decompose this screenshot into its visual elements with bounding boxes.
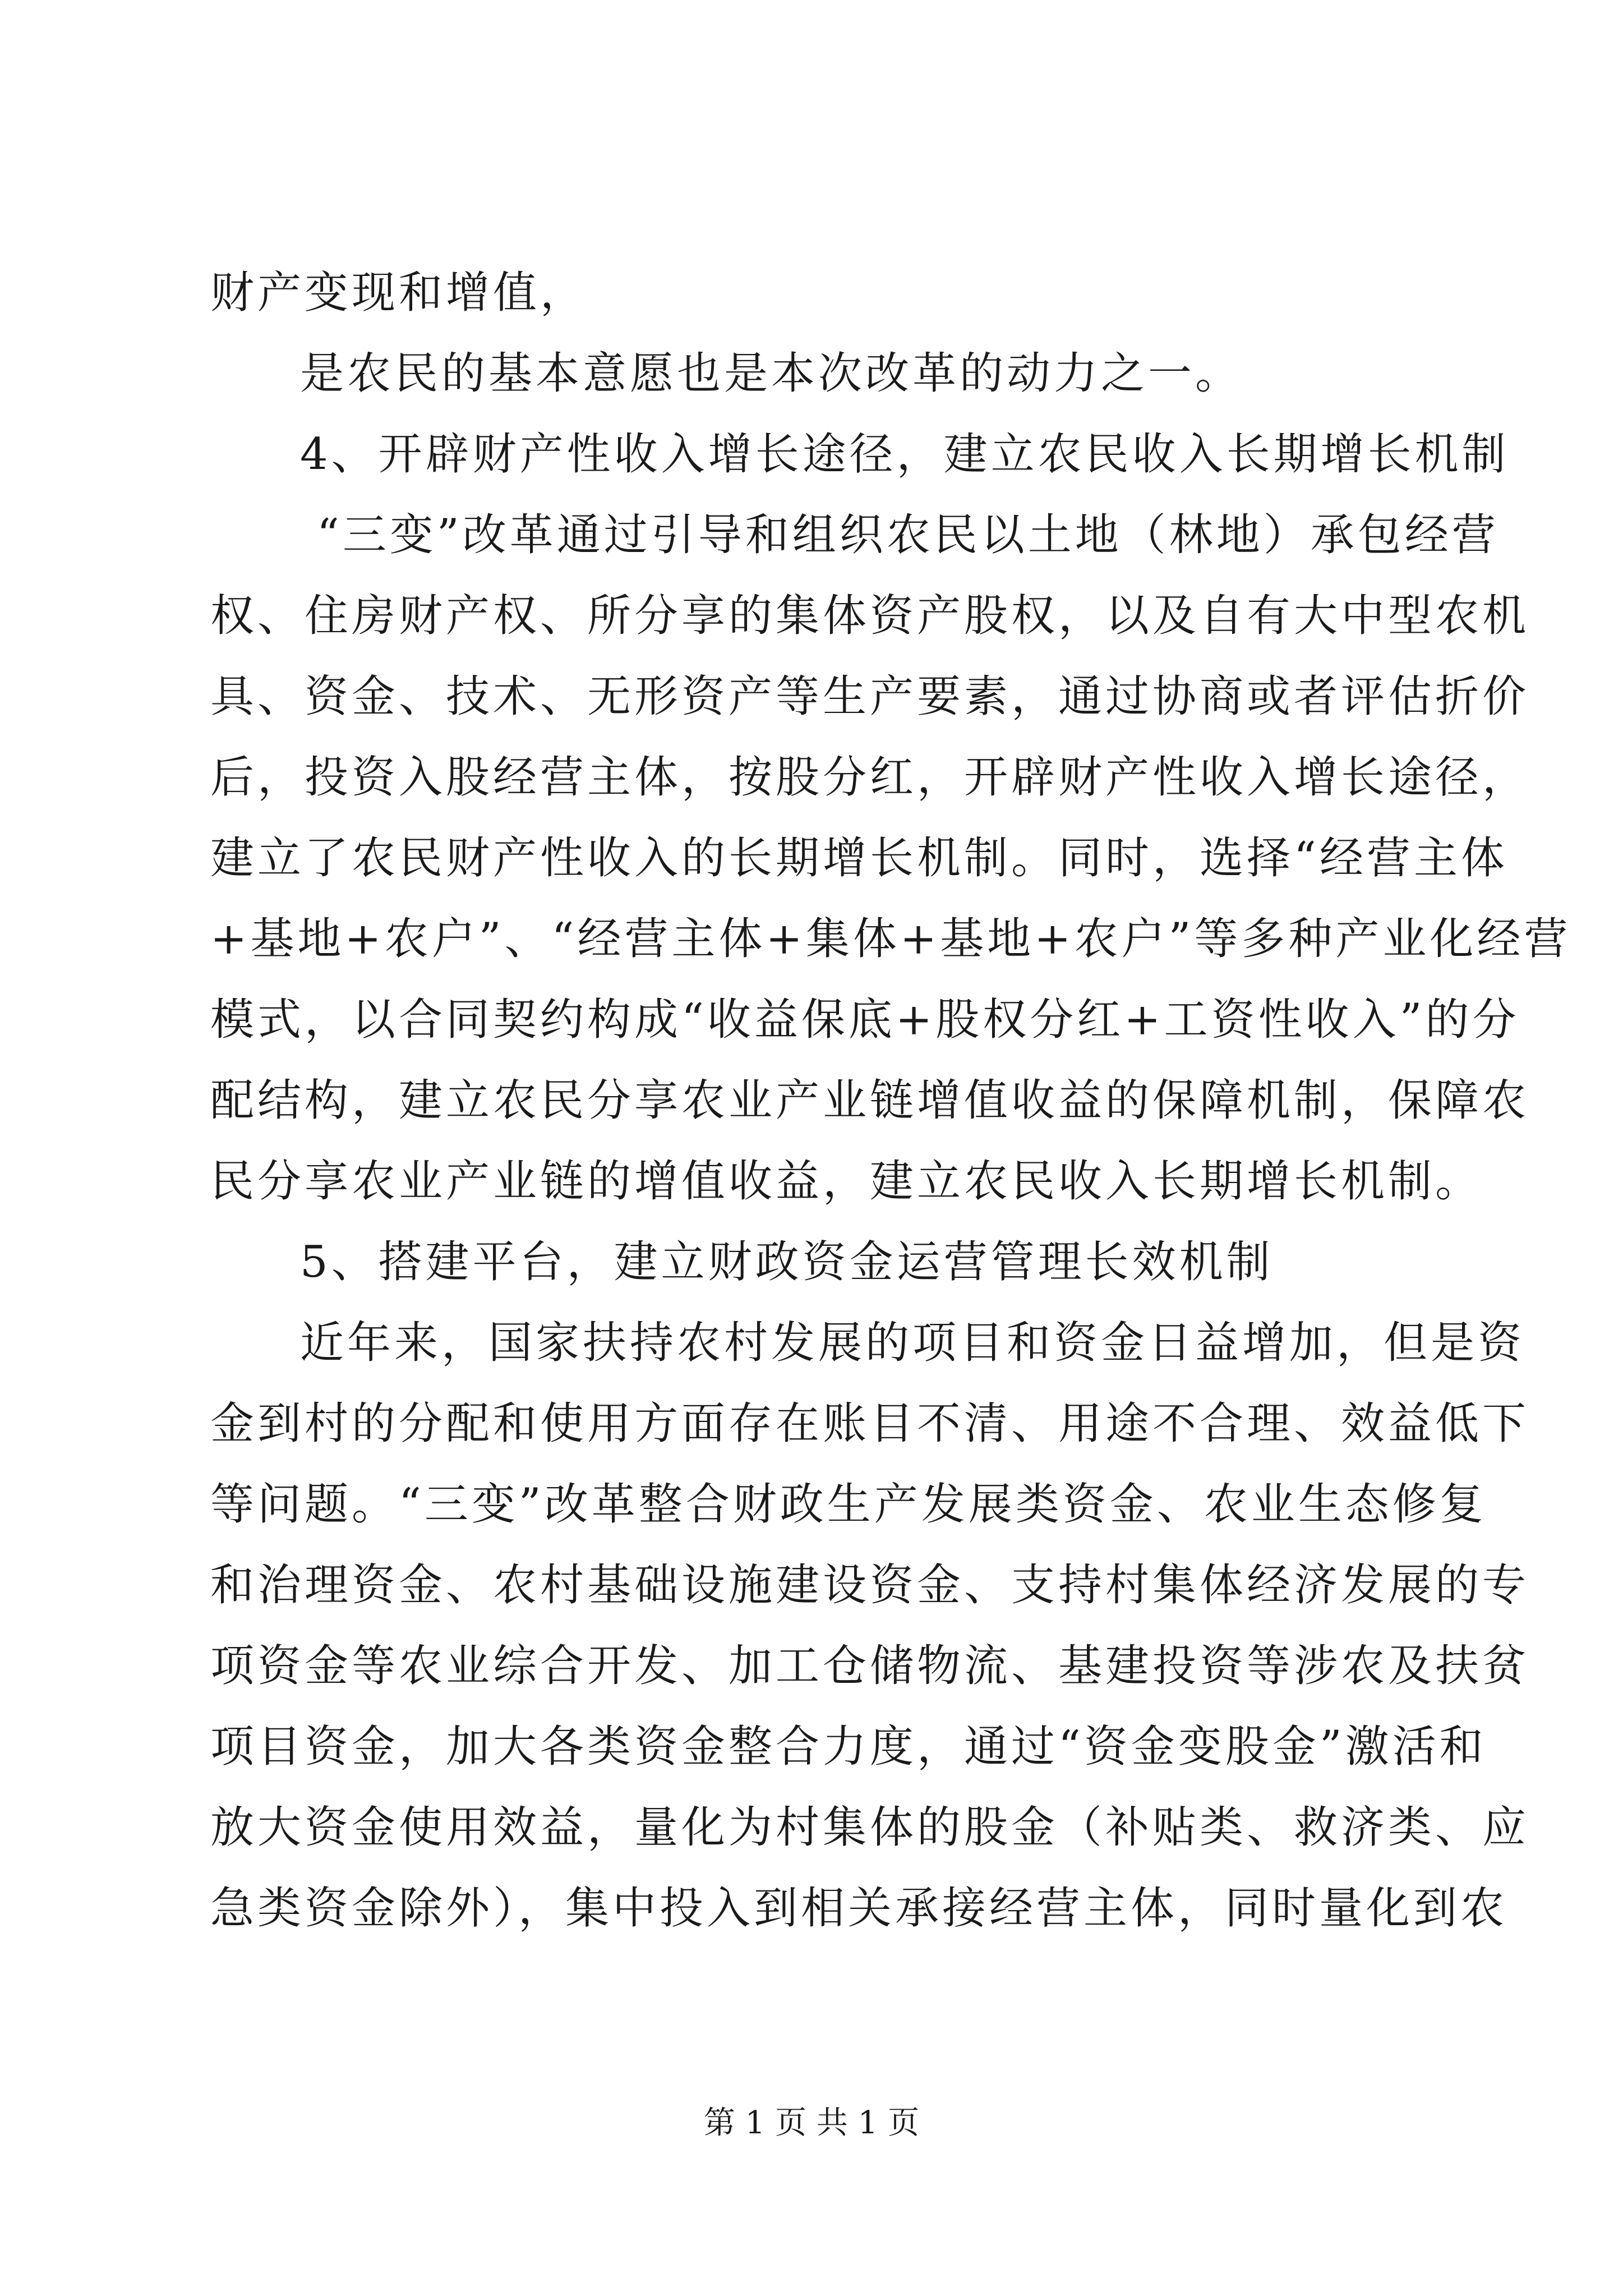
page-number-footer: 第 1 页 共 1 页 [703,2105,920,2141]
text-line: 民分享农业产业链的增值收益，建立农民收入长期增长机制。 [210,1156,1483,1207]
text-line: “三变”改革通过引导和组织农民以土地（林地）承包经营 [317,510,1499,560]
text-line: 具、资金、技术、无形资产等生产要素，通过协商或者评估折价 [210,671,1530,722]
text-line: 模式，以合同契约构成“收益保底+股权分红+工资性收入”的分 [210,995,1520,1045]
text-line: 等问题。“三变”改革整合财政生产发展类资金、农业生态修复 [210,1479,1487,1530]
document-body [210,252,1571,1949]
text-line: +基地+农户”、“经营主体+集体+基地+农户”等多种产业化经营 [210,914,1571,964]
text-line: 项资金等农业综合开发、加工仓储物流、基建投资等涉农及扶贫 [210,1641,1530,1691]
text-line: 放大资金使用效益，量化为村集体的股金（补贴类、救济类、应 [210,1802,1530,1853]
text-line: 近年来，国家扶持农村发展的项目和资金日益增加，但是资 [300,1318,1525,1368]
section-heading: 4、开辟财产性收入增长途径，建立农民收入长期增长机制 [300,429,1509,480]
text-line: 权、住房财产权、所分享的集体资产股权，以及自有大中型农机 [210,591,1530,641]
text-line: 配结构，建立农民分享农业产业链增值收益的保障机制，保障农 [210,1075,1530,1126]
text-line: 建立了农民财产性收入的长期增长机制。同时，选择“经营主体 [210,833,1508,884]
text-line: 后，投资入股经营主体，按股分红，开辟财产性收入增长途径， [210,752,1530,803]
text-line: 财产变现和增值， [210,268,588,318]
section-heading: 5、搭建平台，建立财政资金运营管理长效机制 [300,1237,1274,1287]
text-line: 和治理资金、农村基础设施建设资金、支持村集体经济发展的专 [210,1560,1530,1611]
text-line: 是农民的基本意愿也是本次改革的动力之一。 [300,348,1243,399]
text-line: 急类资金除外），集中投入到相关承接经营主体，同时量化到农 [210,1883,1508,1934]
text-line: 项目资金，加大各类资金整合力度，通过“资金变股金”激活和 [210,1722,1487,1772]
text-line: 金到村的分配和使用方面存在账目不清、用途不合理、效益低下 [210,1398,1530,1449]
